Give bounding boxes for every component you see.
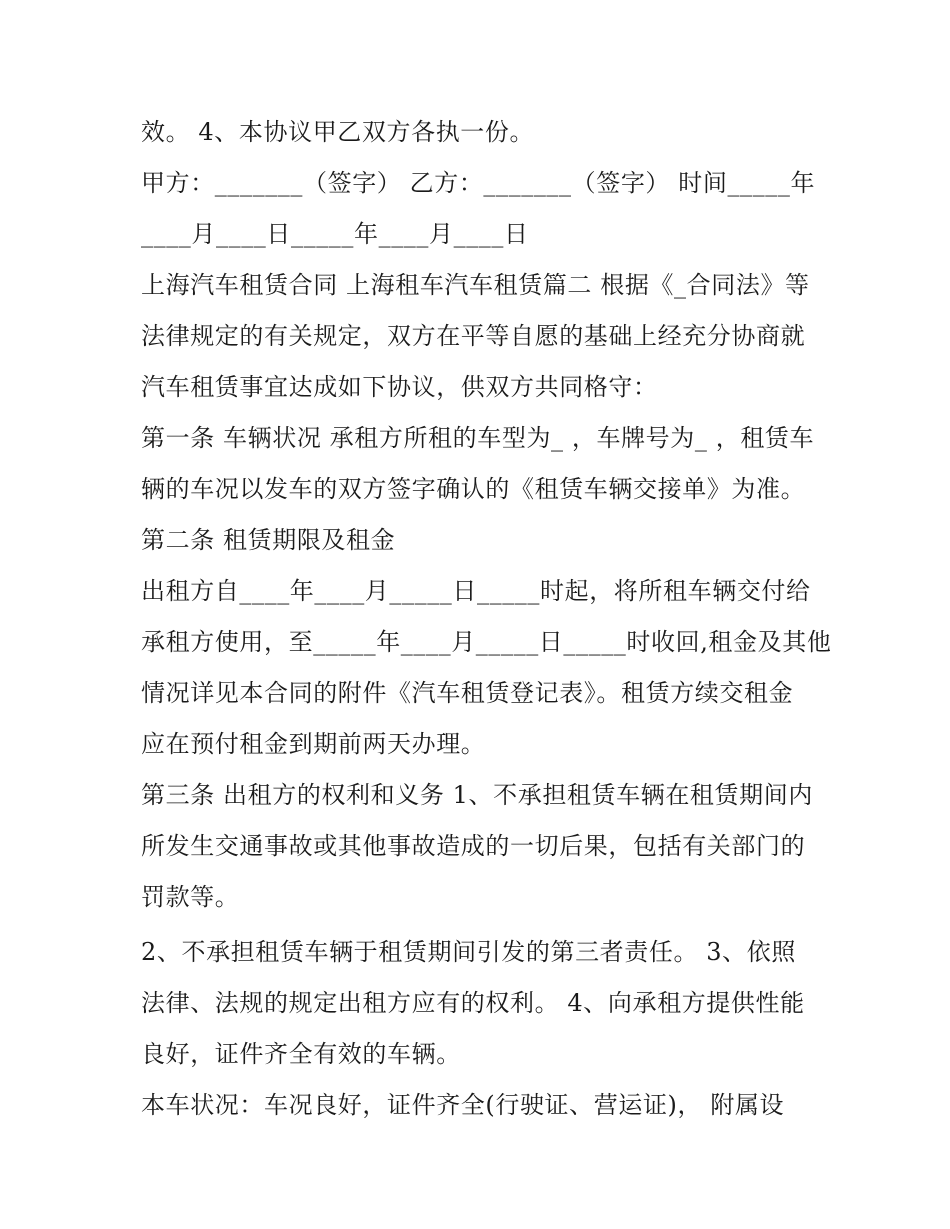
text-line: ____月____日_____年____月____日 [141, 220, 529, 248]
text-line: 第三条 出租方的权利和义务 1、不承担租赁车辆在租赁期间内 [141, 781, 813, 809]
text-line: 情况详见本合同的附件《汽车租赁登记表》。租赁方续交租金 [141, 679, 794, 707]
text-line: 甲方：_______（签字） 乙方：_______（签字） 时间_____年 [141, 169, 816, 197]
text-line: 第二条 租赁期限及租金 [141, 526, 396, 554]
text-line: 上海汽车租赁合同 上海租车汽车租赁篇二 根据《_合同法》等 [141, 271, 810, 299]
document-body [141, 107, 831, 1131]
text-line: 第一条 车辆状况 承租方所租的车型为_ ，车牌号为_ ，租赁车 [141, 424, 815, 452]
text-line: 良好，证件齐全有效的车辆。 [141, 1040, 461, 1068]
text-line: 本车状况：车况良好，证件齐全(行驶证、营运证)， 附属设 [141, 1091, 785, 1119]
text-line: 法律规定的有关规定，双方在平等自愿的基础上经充分协商就 [141, 322, 806, 350]
text-line: 承租方使用，至_____年____月_____日_____时收回,租金及其他 [141, 628, 832, 656]
text-line: 2、不承担租赁车辆于租赁期间引发的第三者责任。 3、依照 [141, 938, 796, 966]
text-line: 法律、法规的规定出租方应有的权利。 4、向承租方提供性能 [141, 989, 805, 1017]
text-line: 汽车租赁事宜达成如下协议，供双方共同格守： [141, 373, 658, 401]
text-line: 应在预付租金到期前两天办理。 [141, 730, 486, 758]
text-line: 辆的车况以发车的双方签字确认的《租赁车辆交接单》为准。 [141, 475, 806, 503]
text-line: 出租方自____年____月_____日_____时起，将所租车辆交付给 [141, 577, 811, 605]
text-line: 罚款等。 [141, 883, 240, 911]
text-line: 效。 4、本协议甲乙双方各执一份。 [141, 118, 535, 146]
text-line: 所发生交通事故或其他事故造成的一切后果，包括有关部门的 [141, 832, 806, 860]
